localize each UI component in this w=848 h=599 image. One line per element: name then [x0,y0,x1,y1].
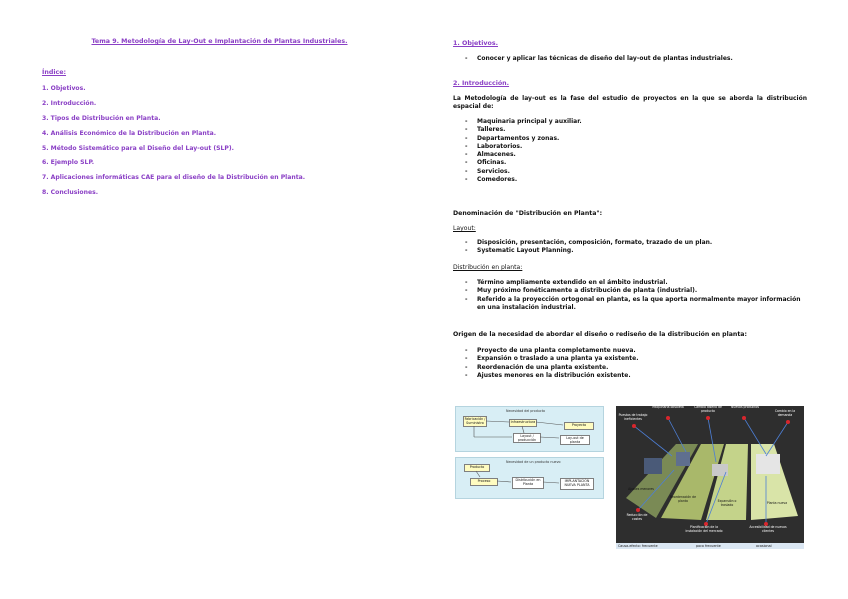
distribution-label: Distribución en planta: [453,264,523,271]
intro-paragraph: La Metodología de lay-out es la fase del estudio de proyectos en la que se aborda la distribución espacial de: [453,95,807,111]
flow-diagram-new [455,457,604,499]
layout-list [453,239,807,256]
flow-diagram-existing [455,406,604,452]
plant-evolution-figure [616,406,804,548]
list-item: - Talleres. [453,126,807,134]
index-item[interactable]: 1. Objetivos. [42,85,86,92]
plant-label: Puestos de trabajo ineficientes [618,413,648,421]
legend-item: ocasional [756,544,772,548]
document-title: Tema 9. Metodología de Lay-Out e Implantación de Plantas Industriales. [91,38,348,45]
flow-arrows [456,458,603,498]
intro-heading: 2. Introducción. [453,80,510,87]
floor-label: Reordenación de planta [669,495,696,503]
plant-label: Nuevos productos [731,406,759,409]
index-item[interactable]: 8. Conclusiones. [42,189,99,197]
plant-legend [616,543,804,549]
origin-list [453,347,807,380]
index-heading: Índice: [42,69,67,76]
intro-list [453,118,807,184]
list-item: - Oficinas. [453,159,807,167]
list-item: - Comedores. [453,176,807,184]
index-item[interactable]: 5. Método Sistemático para el Diseño del Lay-out (SLP). [42,144,234,152]
list-item: - Laboratorios. [453,143,807,151]
list-item: - Maquinaria principal y auxiliar. [453,118,807,126]
list-item: - Expansión o traslado a una planta ya existente. [453,355,807,363]
distribution-list [453,279,807,312]
index-item[interactable]: 4. Análisis Económico de la Distribución en Planta. [42,129,217,137]
index-item[interactable]: 3. Tipos de Distribución en Planta. [42,114,161,122]
denomination-heading: Denominación de "Distribución en Planta": [453,210,603,217]
origin-heading: Origen de la necesidad de abordar el diseño o rediseño de la distribución en planta: [453,331,747,338]
flow-box: Layout / producción [513,433,541,443]
list-item: - Proyecto de una planta completamente nueva. [453,347,807,355]
index-item[interactable]: 7. Aplicaciones informáticas CAE para el diseño de la Distribución en Planta. [42,174,306,182]
plant-label: Planificación de la instalación del mercado [685,525,723,533]
floor-label: Ajustes menores [628,487,654,491]
flow-box: Fabricación / Suministro [464,417,486,425]
list-item: - Departamentos y zonas. [453,135,807,143]
index-item[interactable]: 2. Introducción. [42,99,97,107]
plant-label: Maquinaria obsoleta [652,406,684,409]
flow-title: Necesidad de un producto nuevo [506,460,561,464]
list-item: - Systematic Layout Planning. [453,247,807,255]
plant-label: Reducción de costes [626,513,648,521]
list-item: - Almacenes. [453,151,807,159]
objectives-list [453,55,807,63]
floor-label: Expansión o traslado [717,499,737,507]
flow-box: Lay-out de planta [560,435,590,445]
flow-title: Necesidad del producto [506,409,546,413]
flow-arrows [456,407,603,451]
list-item: - Servicios. [453,168,807,176]
list-item: - Término ampliamente extendido en el ámbito industrial. [453,279,807,287]
flow-box: IMPLANTACIÓN NUEVA PLANTA [560,478,594,490]
index-list [42,85,305,204]
flow-box: Distribución en Planta [512,477,544,489]
legend-item: Causa-efecto: frecuente [618,544,658,548]
legend-item: poco frecuente [696,544,721,548]
index-item[interactable]: 6. Ejemplo SLP. [42,159,95,167]
plant-label: Accesibilidad de nuevos clientes [749,525,787,533]
flow-box: Producto [464,464,490,472]
floor-label: Planta nueva [766,501,788,505]
plant-label: Cambio en la demanda [774,409,796,417]
list-item: - Referido a la proyección ortogonal en planta, es la que aporta normalmente mayor información en una instalación industrial. [453,296,807,313]
flow-box: Infraestructura [509,419,537,427]
flow-box: Proyecto [564,422,594,430]
objectives-heading: 1. Objetivos. [453,40,498,47]
list-item: - Muy próximo fonéticamente a distribución de planta (industrial). [453,287,807,295]
plant-label: Cambio diseño de producto [694,406,722,413]
flow-box: Proceso [470,478,498,486]
list-item: - Ajustes menores en la distribución existente. [453,372,807,380]
list-item: - Disposición, presentación, composición, formato, trazado de un plan. [453,239,807,247]
layout-label: Layout: [453,225,476,232]
list-item: - Reordenación de una planta existente. [453,364,807,372]
list-item: - Conocer y aplicar las técnicas de diseño del lay-out de plantas industriales. [453,55,807,63]
